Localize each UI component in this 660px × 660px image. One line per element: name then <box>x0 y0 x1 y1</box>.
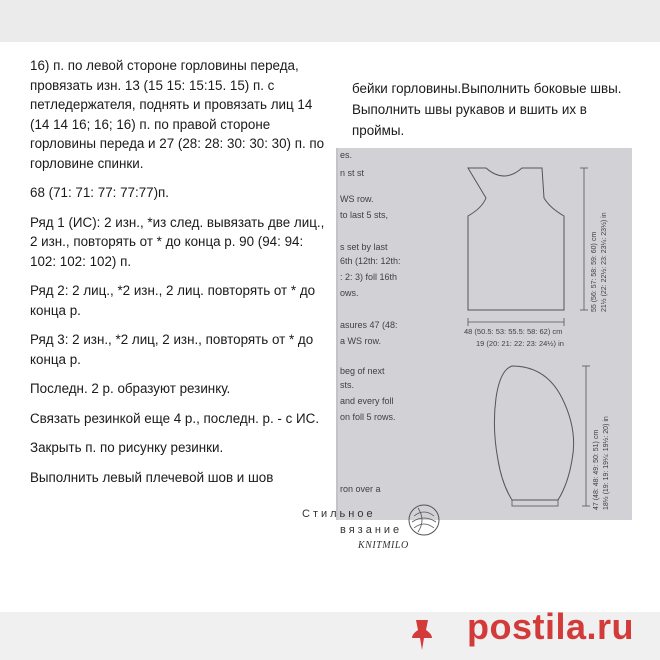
body-width-cm-label: 48 (50.5: 53: 55.5: 58: 62) cm <box>464 327 563 336</box>
photo-text-fragment: ows. <box>340 288 359 298</box>
instructions-left-column <box>30 56 330 497</box>
paragraph-seam: Выполнить левый плечевой шов и шов <box>30 469 274 485</box>
photo-text-fragment: to last 5 sts, <box>340 210 389 220</box>
instructions-right-column: бейки горловины.Выполнить боковые швы. Выполнить швы рукавов и вшить их в проймы. <box>352 81 622 138</box>
photo-text-fragment: WS row. <box>340 194 374 204</box>
paragraph-row-1: Ряд 1 (ИС): 2 изн., *из след. вывязать две лиц., 2 изн., повторять от * до конца р. 90 (94: 94: 102: 102: 102) п. <box>30 214 325 269</box>
photo-text-fragment: sts. <box>340 380 355 390</box>
photo-text-fragment: : 2: 3) foll 16th <box>340 272 398 282</box>
paragraph-bind-off: Закрыть п. по рисунку резинки. <box>30 440 224 455</box>
brand-logo[interactable]: postila.ru <box>466 606 634 647</box>
photo-text-fragment: n st st <box>340 168 365 178</box>
photo-text-fragment: beg of next <box>340 366 385 376</box>
top-strip <box>0 0 660 42</box>
schematic-photo <box>336 148 632 520</box>
watermark-line-2: вязание <box>340 524 403 536</box>
paragraph-rib-note: Последн. 2 р. образуют резинку. <box>30 381 231 396</box>
paragraph-rib-continue: Связать резинкой еще 4 р., последн. р. - с ИС. <box>30 410 320 426</box>
photo-text-fragment: a WS row. <box>340 336 382 346</box>
knitmilo-watermark <box>296 498 442 558</box>
sleeve-length-cm-label: 47 (48: 48: 49: 50: 51) cm <box>593 429 600 510</box>
paragraph-stitch-count: 68 (71: 71: 77: 77:77)п. <box>30 185 170 200</box>
photo-text-fragment: and every foll <box>340 396 394 406</box>
paragraph-row-2: Ряд 2: 2 лиц., *2 изн., 2 лиц. повторять от * до конца р. <box>30 283 316 318</box>
watermark-yarn-icon <box>406 502 442 538</box>
photo-text-fragment: 6th (12th: 12th: <box>340 256 401 266</box>
body-length-cm-label: 55 (56: 57: 58: 59: 60) cm <box>591 231 598 312</box>
schematic-svg <box>336 148 632 520</box>
sleeve-schematic-outline <box>494 366 573 500</box>
sleeve-length-in-label: 18½ (19: 19: 19¼: 19½: 20) in <box>603 416 610 510</box>
sleeve-cuff <box>512 500 558 506</box>
paragraph-neck-pickup: 16) п. по левой стороне горловины переда, провязать изн. 13 (15 15: 15:15. 15) п. с петледержателя, поднять и провязать лиц 14 (14 14 16; 16; 16) п. по правой стороне горловины переда и 27 (28: 28: 30: 30: 30) п. по горловине спинки. <box>30 58 325 171</box>
photo-text-fragment: es. <box>340 150 353 160</box>
body-schematic-outline <box>468 168 564 310</box>
photo-text-fragment: ron over a <box>340 484 381 494</box>
watermark-line-1: Стильное <box>302 508 376 520</box>
pin-icon <box>404 616 440 652</box>
photo-text-fragment: s set by last <box>340 242 388 252</box>
body-length-in-label: 21½ (22: 22½: 23: 23¼: 23½) in <box>601 212 608 312</box>
body-width-in-label: 19 (20: 21: 22: 23: 24½) in <box>476 339 564 348</box>
photo-text-fragment: asures 47 (48: <box>340 320 398 330</box>
watermark-line-3: KNITMILO <box>358 540 409 551</box>
paragraph-row-3: Ряд 3: 2 изн., *2 лиц, 2 изн., повторять от * до конца р. <box>30 332 314 367</box>
photo-text-fragment: on foll 5 rows. <box>340 412 396 422</box>
